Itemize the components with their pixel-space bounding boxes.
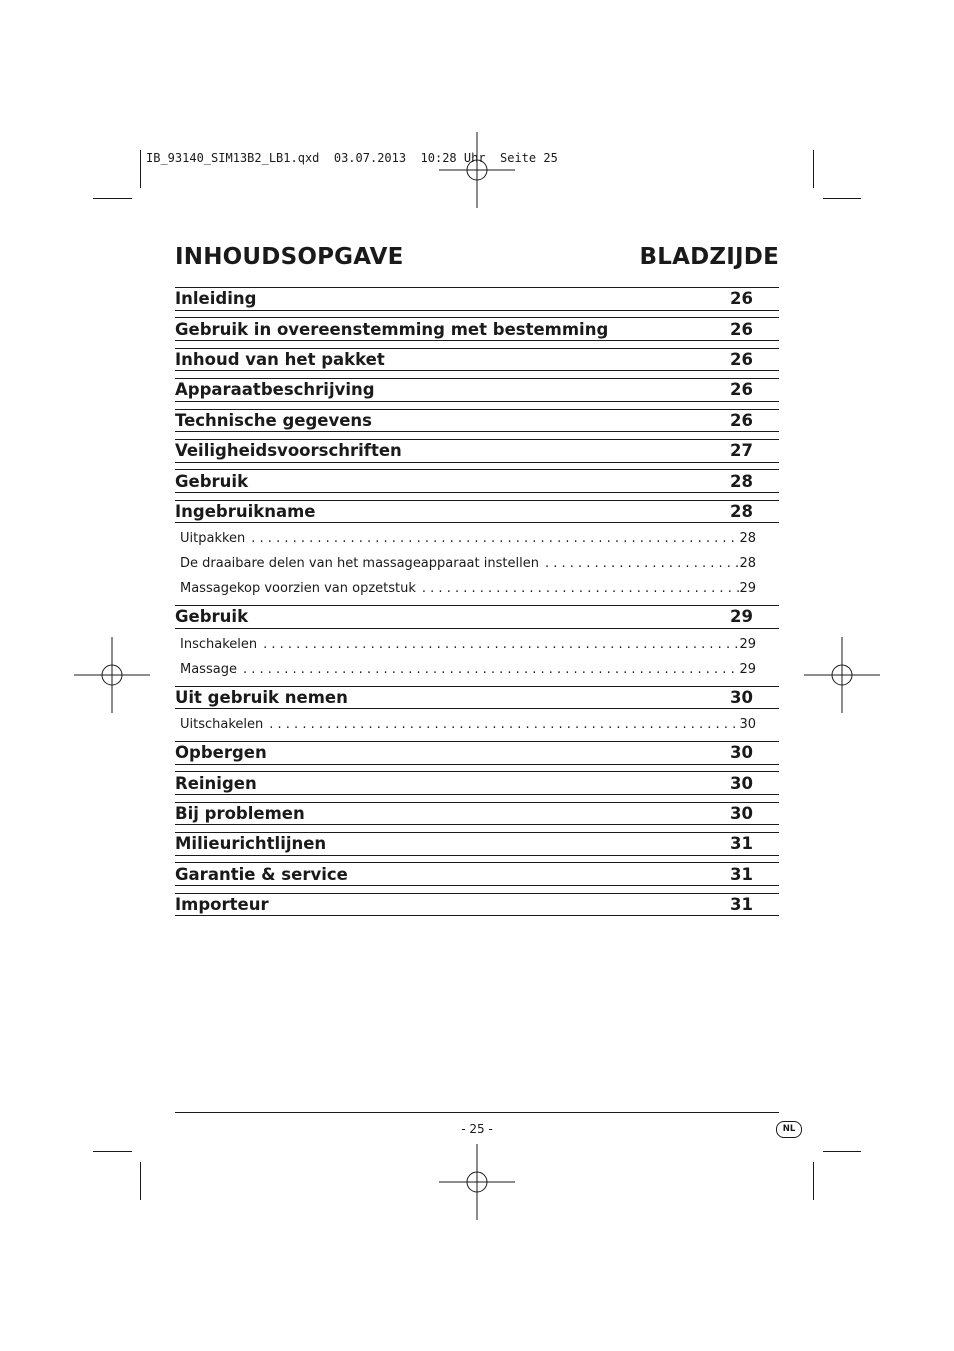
toc-section-title: Gebruik	[175, 471, 249, 491]
toc-subsection-page: 30	[739, 716, 756, 732]
dot-leader	[251, 531, 739, 546]
crop-mark	[93, 198, 132, 199]
toc-section-page: 30	[730, 773, 753, 793]
crop-mark	[93, 1151, 132, 1152]
toc-section-title: Bij problemen	[175, 803, 305, 823]
toc-section-title: Apparaatbeschrijving	[175, 380, 375, 400]
page-number: - 25 -	[461, 1122, 493, 1136]
dot-leader	[269, 717, 739, 732]
print-slug: IB_93140_SIM13B2_LB1.qxd 03.07.2013 10:28 Uhr Seite 25	[146, 151, 558, 165]
toc-section-title: Gebruik in overeenstemming met bestemming	[175, 319, 609, 339]
toc-section-title: Garantie & service	[175, 864, 348, 884]
toc-subsection-page: 29	[739, 581, 756, 597]
toc-section-title: Reinigen	[175, 773, 257, 793]
table-of-contents	[175, 287, 779, 923]
registration-mark-bottom	[439, 1144, 515, 1220]
toc-subsection[interactable]	[175, 576, 779, 601]
crop-mark	[823, 1151, 861, 1152]
crop-mark	[813, 150, 814, 188]
toc-section[interactable]	[175, 686, 779, 710]
toc-section[interactable]	[175, 771, 779, 795]
toc-section-page: 26	[730, 289, 753, 309]
dot-leader	[422, 581, 740, 596]
toc-section-page: 30	[730, 803, 753, 823]
toc-section-title: Importeur	[175, 895, 269, 915]
toc-section[interactable]	[175, 605, 779, 629]
registration-mark-top	[439, 132, 515, 208]
toc-section-title: Milieurichtlijnen	[175, 834, 327, 854]
toc-subsection-title: Uitpakken	[180, 531, 246, 547]
toc-section[interactable]	[175, 317, 779, 341]
toc-section-page: 26	[730, 380, 753, 400]
toc-section-page: 27	[730, 441, 753, 461]
toc-section[interactable]	[175, 348, 779, 372]
toc-section-title: Uit gebruik nemen	[175, 687, 348, 707]
toc-section[interactable]	[175, 862, 779, 886]
footer-rule	[175, 1112, 779, 1113]
toc-subsection-title: Inschakelen	[180, 636, 258, 652]
toc-subsection-title: Massagekop voorzien van opzetstuk	[180, 581, 416, 597]
toc-section-title: Ingebruikname	[175, 502, 316, 522]
crop-mark	[140, 150, 141, 188]
toc-section-title: Gebruik	[175, 607, 249, 627]
page-column-heading: BLADZIJDE	[639, 244, 779, 270]
toc-subsection-group	[175, 712, 779, 737]
toc-section[interactable]	[175, 469, 779, 493]
toc-section[interactable]	[175, 287, 779, 311]
toc-section-page: 28	[730, 502, 753, 522]
toc-subsection[interactable]	[175, 712, 779, 737]
toc-subsection-page: 28	[739, 556, 756, 572]
toc-section-title: Inleiding	[175, 289, 257, 309]
toc-section-page: 30	[730, 743, 753, 763]
toc-subsection-title: De draaibare delen van het massageapparaat instellen	[180, 556, 539, 572]
toc-subsection-title: Uitschakelen	[180, 716, 264, 732]
toc-subsection-page: 29	[739, 661, 756, 677]
toc-subsection[interactable]	[175, 526, 779, 551]
toc-section[interactable]	[175, 500, 779, 524]
toc-section-page: 30	[730, 687, 753, 707]
toc-section-page: 29	[730, 607, 753, 627]
dot-leader	[263, 637, 739, 652]
toc-section-page: 31	[730, 864, 753, 884]
toc-subsection-group	[175, 632, 779, 682]
toc-section[interactable]	[175, 741, 779, 765]
toc-section-page: 28	[730, 471, 753, 491]
toc-subsection-group	[175, 526, 779, 601]
toc-section-page: 26	[730, 410, 753, 430]
toc-heading-row	[175, 244, 779, 270]
toc-title: INHOUDSOPGAVE	[175, 244, 404, 270]
toc-section[interactable]	[175, 439, 779, 463]
dot-leader	[243, 662, 740, 677]
toc-subsection-page: 29	[739, 636, 756, 652]
toc-section-page: 31	[730, 895, 753, 915]
toc-section-title: Technische gegevens	[175, 410, 372, 430]
registration-mark-left	[74, 637, 150, 713]
toc-subsection[interactable]	[175, 632, 779, 657]
toc-section-title: Opbergen	[175, 743, 267, 763]
crop-mark	[813, 1162, 814, 1200]
dot-leader	[545, 556, 740, 571]
toc-section-page: 31	[730, 834, 753, 854]
language-badge: NL	[776, 1121, 802, 1138]
toc-section[interactable]	[175, 893, 779, 917]
toc-subsection[interactable]	[175, 657, 779, 682]
toc-subsection[interactable]	[175, 551, 779, 576]
toc-section-title: Veiligheidsvoorschriften	[175, 441, 402, 461]
toc-subsection-page: 28	[739, 531, 756, 547]
crop-mark	[140, 1162, 141, 1200]
toc-section-page: 26	[730, 319, 753, 339]
toc-section[interactable]	[175, 802, 779, 826]
toc-subsection-title: Massage	[180, 661, 237, 677]
toc-section[interactable]	[175, 832, 779, 856]
toc-section-page: 26	[730, 350, 753, 370]
toc-section-title: Inhoud van het pakket	[175, 350, 385, 370]
toc-section[interactable]	[175, 378, 779, 402]
toc-section[interactable]	[175, 409, 779, 433]
registration-mark-right	[804, 637, 880, 713]
crop-mark	[823, 198, 861, 199]
